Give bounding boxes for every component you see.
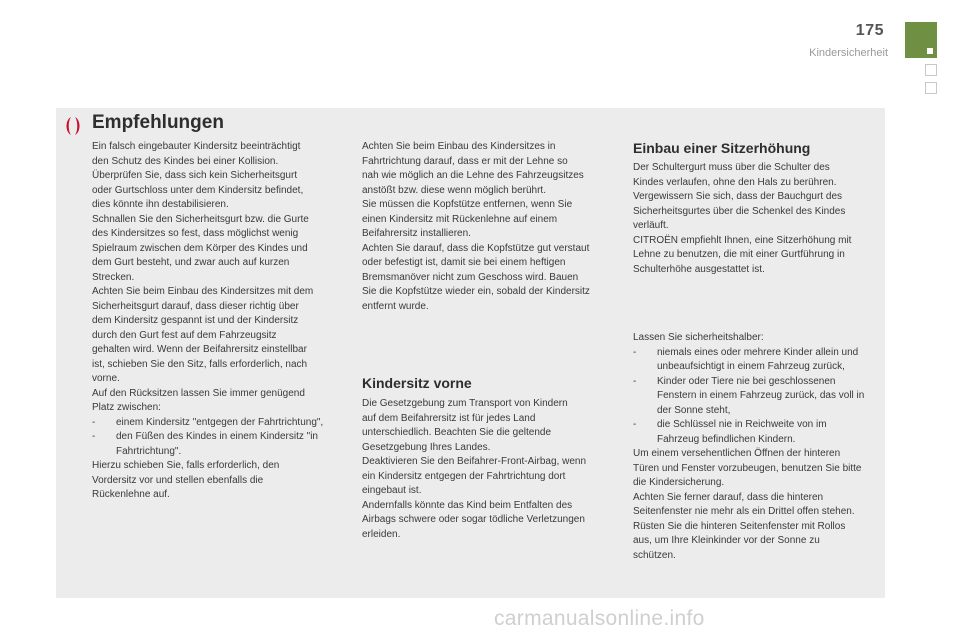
list-dash: - <box>633 346 637 358</box>
text-line: Ein falsch eingebauter Kindersitz beeinträchtigt <box>92 141 301 152</box>
text-line: Fahrtrichtung darauf, dass er mit der Lehne so <box>362 155 568 167</box>
text-line: Platz zwischen: <box>92 402 161 413</box>
chapter-tab-empty[interactable] <box>925 82 937 94</box>
text-line: Rüsten Sie die hinteren Seitenfenster mit Rollos <box>633 520 846 532</box>
heading-front-seat: Kindersitz vorne <box>362 375 472 391</box>
paragraph-block <box>633 161 883 277</box>
paragraph-block <box>362 397 612 542</box>
text-line: eingebaut ist. <box>362 485 422 496</box>
text-line: die Kindersicherung. <box>633 477 725 488</box>
list-item-line: die Schlüssel nie in Reichweite von im <box>657 419 827 430</box>
list-item <box>633 346 883 375</box>
list-item-line: unbeaufsichtigt in einem Fahrzeug zurück, <box>657 361 845 372</box>
list-dash: - <box>92 431 96 442</box>
text-line: Sie müssen die Kopfstütze entfernen, wenn Sie <box>362 199 573 210</box>
column-safety <box>633 331 883 563</box>
text-line: vorne. <box>92 373 120 384</box>
chapter-tab[interactable] <box>905 22 937 58</box>
safety-list <box>633 346 883 448</box>
text-line: den Schutz des Kindes bei einer Kollision. <box>92 155 279 167</box>
text-line: Schnallen Sie den Sicherheitsgurt bzw. die Gurte <box>92 213 309 225</box>
text-line: Spielraum zwischen dem Körper des Kindes und <box>92 242 308 254</box>
text-line: CITROËN empfiehlt Ihnen, eine Sitzerhöhung mit <box>633 234 852 246</box>
text-line: entfernt wurde. <box>362 300 429 312</box>
text-line: Um einem versehentlichen Öffnen der hinteren <box>633 448 841 459</box>
list-item-line: Fahrtrichtung". <box>116 445 182 457</box>
text-line: ist, schieben Sie den Sitz, falls erforderlich, nach <box>92 358 308 370</box>
text-line: Sie die Kopfstütze wieder ein, sobald der Kindersitz <box>362 286 590 297</box>
list-dash: - <box>633 419 637 430</box>
text-line: Rückenlehne auf. <box>92 489 170 500</box>
text-line: Strecken. <box>92 271 135 283</box>
watermark: carmanualsonline.info <box>494 607 705 630</box>
text-line: Der Schultergurt muss über die Schulter des <box>633 162 830 173</box>
text-line: Lehne zu benutzen, die mit einer Gurtführung in <box>633 249 845 260</box>
text-line: dies könnte ihn destabilisieren. <box>92 199 229 210</box>
chapter-tab-empty[interactable] <box>925 64 937 76</box>
text-line: gehalten wird. Wenn der Beifahrersitz einstellbar <box>92 344 307 355</box>
list-item <box>92 430 357 459</box>
paragraph-block <box>92 140 357 416</box>
text-line: Auf den Rücksitzen lassen Sie immer genügend <box>92 387 305 399</box>
text-line: ein Kindersitz entgegen der Fahrtrichtung dort <box>362 470 566 482</box>
text-line: unterschiedlich. Beachten Sie die geltende <box>362 427 552 438</box>
text-line: Gesetzgebung Ihres Landes. <box>362 441 491 453</box>
text-line: einen Kindersitz mit Rückenlehne auf einem <box>362 213 558 225</box>
text-line: Schulterhöhe ausgestattet ist. <box>633 263 765 275</box>
text-line: Achten Sie beim Einbau des Kindersitzes mit dem <box>92 286 314 297</box>
text-line: Vergewissern Sie sich, dass der Bauchgurt des <box>633 191 842 202</box>
heading-booster-seat: Einbau einer Sitzerhöhung <box>633 140 811 156</box>
column-front-seat <box>362 397 612 542</box>
tab-marker-icon <box>927 48 933 54</box>
column-booster-seat <box>633 161 883 277</box>
text-line: anstößt bzw. diese wenn möglich berührt. <box>362 184 546 196</box>
text-line: Türen und Fenster vorzubeugen, benutzen Sie bitte <box>633 462 862 474</box>
text-line: Achten Sie darauf, dass die Kopfstütze gut verstaut <box>362 242 590 254</box>
text-line: aus, um Ihre Kleinkinder vor der Sonne zu <box>633 535 820 546</box>
text-line: durch den Gurt fest auf dem Fahrzeugsitz <box>92 329 277 341</box>
list-item-line: Fahrzeug befindlichen Kindern. <box>657 433 796 445</box>
page-number: 175 <box>855 22 884 39</box>
text-line: Andernfalls könnte das Kind beim Entfalten des <box>362 499 573 511</box>
text-line: oder Gurtschloss unter dem Kindersitz befindet, <box>92 184 304 196</box>
text-line: Hierzu schieben Sie, falls erforderlich, den <box>92 460 280 471</box>
paragraph-block <box>633 447 883 563</box>
text-line: Überprüfen Sie, dass sich kein Sicherheitsgurt <box>92 170 298 181</box>
section-name: Kindersicherheit <box>809 47 888 59</box>
column-forward-facing <box>362 140 612 314</box>
warning-exclamation-icon <box>62 115 84 137</box>
text-line: Beifahrersitz installieren. <box>362 228 471 239</box>
text-line: dem Kindersitz gespannt ist und der Kindersitz <box>92 315 299 326</box>
column-recommendations <box>92 140 357 503</box>
text-line: Sicherheitsgurtes über die Schenkel des Kindes <box>633 205 846 217</box>
text-line: Achten Sie beim Einbau des Kindersitzes in <box>362 141 556 152</box>
text-line: Sicherheitsgurt darauf, dass dieser richtig über <box>92 300 299 312</box>
spacing-list <box>92 416 357 460</box>
list-item <box>633 418 883 447</box>
paragraph-block <box>362 140 612 314</box>
text-line: Seitenfenster nie mehr als ein Drittel offen stehen. <box>633 506 855 517</box>
list-item-line: Kinder oder Tiere nie bei geschlossenen <box>657 375 836 387</box>
list-dash: - <box>633 375 637 387</box>
list-item <box>92 416 357 431</box>
text-line: Die Gesetzgebung zum Transport von Kindern <box>362 398 568 409</box>
list-item <box>633 375 883 419</box>
text-line: verläuft. <box>633 220 669 231</box>
list-item-line: der Sonne steht, <box>657 404 731 416</box>
text-line: Deaktivieren Sie den Beifahrer-Front-Airbag, wenn <box>362 456 586 467</box>
text-line: Vordersitz vor und stellen ebenfalls die <box>92 474 264 486</box>
text-line: nah wie möglich an die Lehne des Fahrzeugsitzes <box>362 170 584 181</box>
paragraph-block <box>92 459 357 503</box>
text-line: dem Gurt besteht, und zwar auch auf kurzen <box>92 257 290 268</box>
list-dash: - <box>92 416 96 428</box>
list-item-line: niemals eines oder mehrere Kinder allein und <box>657 346 859 358</box>
text-line: des Kindersitzes so fest, dass möglichst wenig <box>92 228 299 239</box>
text-line: Airbags schwere oder sogar tödliche Verletzungen <box>362 514 585 525</box>
text-line: auf dem Beifahrersitz ist für jedes Land <box>362 412 536 424</box>
list-item-line: Fenstern in einem Fahrzeug zurück, das voll in <box>657 390 865 401</box>
text-line: Achten Sie ferner darauf, dass die hinteren <box>633 491 824 503</box>
text-line: Bremsmanöver nicht zum Geschoss wird. Bauen <box>362 271 579 283</box>
text-line: schützen. <box>633 549 676 561</box>
text-line: Kindes verlaufen, ohne den Hals zu berühren. <box>633 176 837 188</box>
safety-intro: Lassen Sie sicherheitshalber: <box>633 332 764 343</box>
text-line: oder befestigt ist, damit sie bei einem heftigen <box>362 257 566 268</box>
list-item-line: einem Kindersitz "entgegen der Fahrtrichtung", <box>116 416 324 428</box>
page-title: Empfehlungen <box>92 112 224 133</box>
list-item-line: den Füßen des Kindes in einem Kindersitz "in <box>116 431 318 442</box>
text-line: erleiden. <box>362 528 401 540</box>
